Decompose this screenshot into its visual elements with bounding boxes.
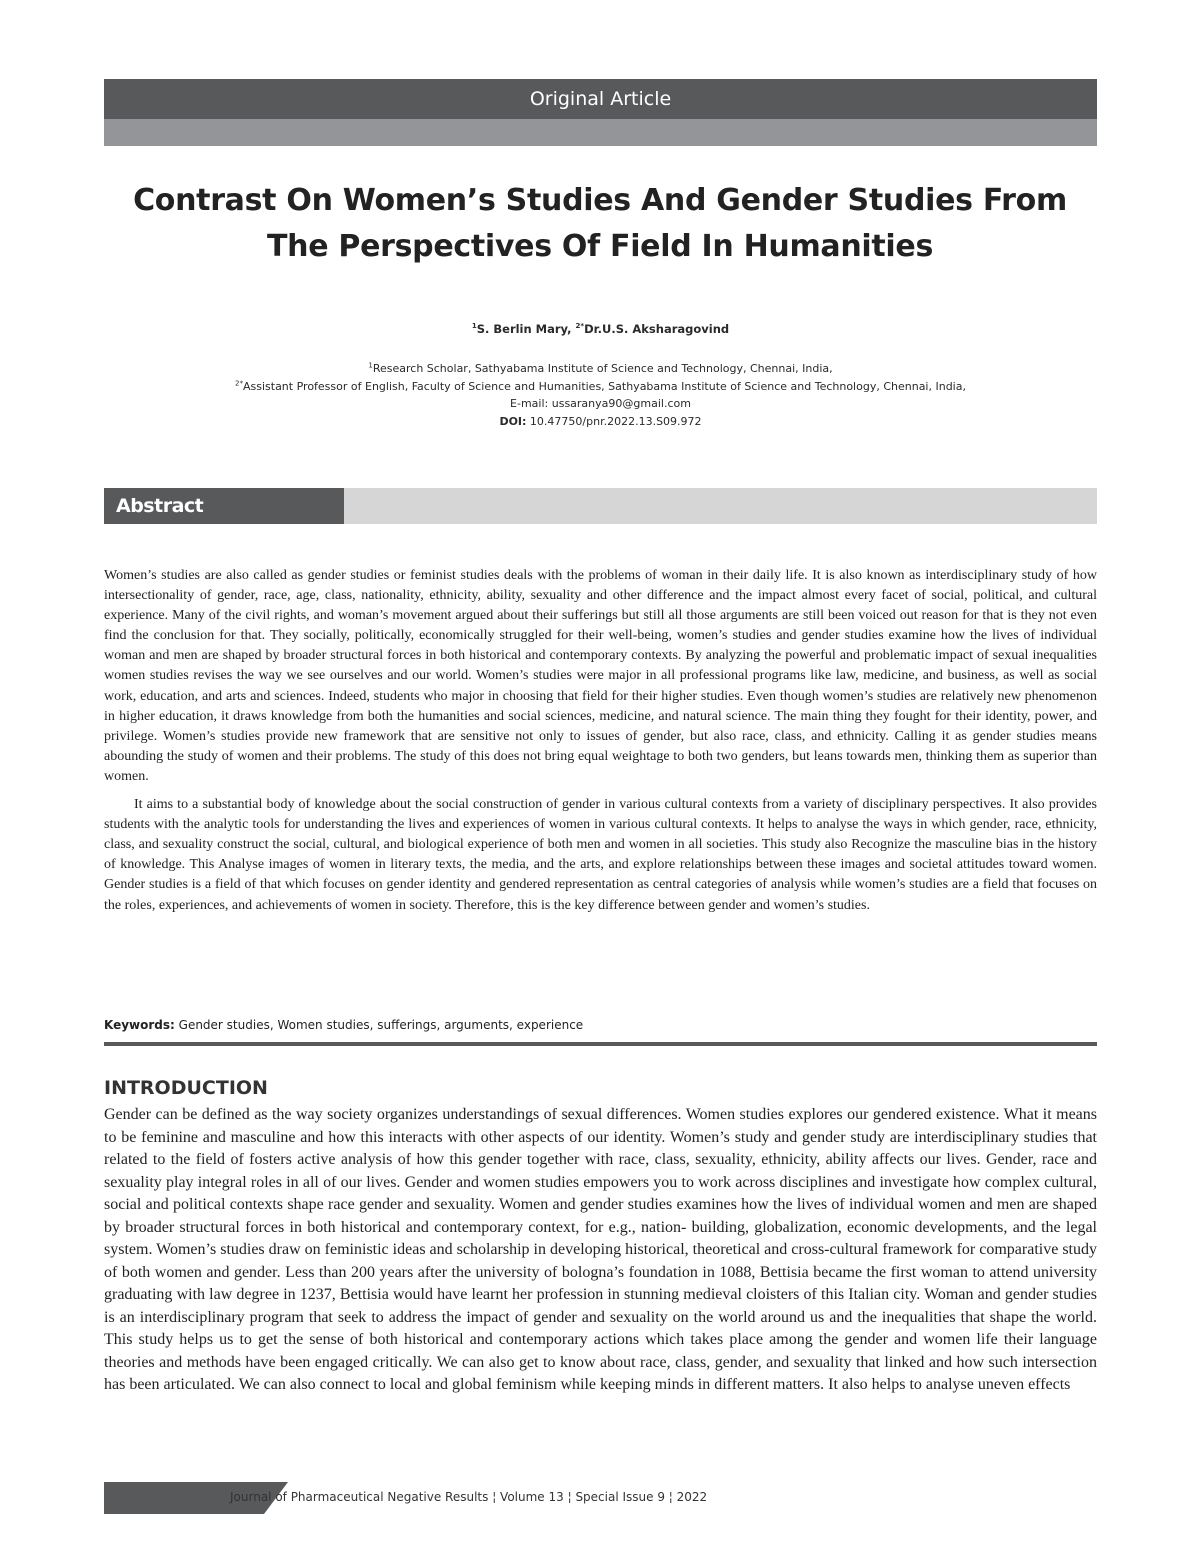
- abstract-heading: Abstract: [104, 488, 344, 524]
- paper-title: Contrast On Women’s Studies And Gender Studies From The Perspectives Of Field In Humanities: [133, 183, 1067, 264]
- affiliation-1: [104, 360, 1097, 378]
- article-type-banner: [104, 79, 1097, 119]
- abstract-body: [104, 566, 1097, 916]
- article-type-label: Original Article: [529, 88, 672, 110]
- doi-value: 10.47750/pnr.2022.13.S09.972: [526, 414, 702, 428]
- keywords-label: Keywords:: [104, 1018, 175, 1032]
- journal-citation: Journal of Pharmaceutical Negative Results ¦ Volume 13 ¦ Special Issue 9 ¦ 2022: [230, 1490, 708, 1504]
- keywords-line: [104, 1018, 1097, 1032]
- abstract-paragraph-1: Women’s studies are also called as gender studies or feminist studies deals with the problems of woman in their daily life. It is also known as interdisciplinary study of how intersectionality of gender, race, age, class, nationality, ethnicity, ability, sexuality and other difference and the impact almost every facet of social, political, and cultural experience. Many of the civil rights, and woman’s movement argued about their sufferings but still all those arguments are still been voiced out reason for that is they not even find the conclusion for that. They socially, politically, economically struggled for their well-being, women’s studies and gender studies examine how the lives of individual woman and men are shaped by broader structural forces in both historical and contemporary contexts. By analyzing the powerful and problematic impact of sexual inequalities women studies revises the way we see ourselves and our world. Women’s studies were major in all professional programs like law, medicine, and business, as well as social work, education, and arts and sciences. Indeed, students who major in choosing that field for their higher studies. Even though women’s studies are relatively new phenomenon in higher education, it draws knowledge from both the humanities and social sciences, medicine, and natural science. The main thing they fought for their identity, power, and privilege. Women’s studies provide new framework that are sensitive not only to issues of gender, but also race, class, and ethnicity. Calling it as gender studies means abounding the study of women and their problems. The study of this does not bring equal weightage to both two genders, but leans towards men, thinking them as superior than women.: [104, 568, 1097, 784]
- page-number: 8288: [1049, 1489, 1088, 1507]
- author2-name: Dr.U.S. Aksharagovind: [584, 322, 730, 336]
- doi-label: DOI:: [499, 414, 527, 428]
- introduction-heading: INTRODUCTION: [104, 1077, 268, 1099]
- abstract-heading-bar: [104, 488, 1097, 524]
- email-line: E-mail: ussaranya90@gmail.com: [510, 397, 691, 410]
- introduction-body: Gender can be defined as the way society organizes understandings of sexual differences. Women studies explores our gendered existence. What it means to be feminine and masculine and how this interacts with other aspects of our identity. Women’s study and gender study are interdisciplinary studies that related to the field of fosters active analysis of how this gender together with race, class, sexuality, ethnicity, ability affects our lives. Gender, race and sexuality play integral roles in all of our lives. Gender and women studies empowers you to work across disciplines and investigate how complex cultural, social and political contexts shape race gender and sexuality. Women and gender studies examines how the lives of individual women and men are shaped by broader structural forces in both historical and contemporary context, for e.g., nation- building, globalization, economic developments, and the legal system. Women’s studies draw on feministic ideas and scholarship in developing historical, theoretical and cross-cultural framework for comparative study of both women and gender. Less than 200 years after the university of bologna’s foundation in 1088, Bettisia became the first woman to attend university graduating with law degree in 1237, Bettisia would have learnt her profession in stunning medieval cloisters of this Italian city. Woman and gender studies is an interdisciplinary program that seek to address the impact of gender and sexuality on the world around us and the inequalities that shape the world. This study helps us to get the sense of both historical and contemporary actions which takes place among the gender and women life their language theories and methods have been engaged critically. We can also get to know about race, class, gender, and sexuality that linked and how such intersection has been articulated. We can also connect to local and global feminism while keeping minds in different matters. It also helps to analyse uneven effects: [104, 1106, 1097, 1393]
- affiliations: [104, 360, 1097, 430]
- doi-line: [104, 413, 1097, 431]
- abstract-paragraph-2: It aims to a substantial body of knowledge about the social construction of gender in various cultural contexts from a variety of disciplinary perspectives. It also provides students with the analytic tools for understanding the lives and experiences of women in various cultural contexts. It helps to analyse the ways in which gender, race, ethnicity, class, and sexuality construct the social, cultural, and biological experience of both men and women in all societies. This study also Recognize the masculine bias in the history of knowledge. This Analyse images of women in literary texts, the media, and the arts, and explore relationships between these images and societal attitudes toward women. Gender studies is a field of that which focuses on gender identity and gendered representation as central categories of analysis while women’s studies are a field that focuses on the roles, experiences, and achievements of women in society. Therefore, this is the key difference between gender and women’s studies.: [104, 797, 1097, 913]
- author1-name: S. Berlin Mary,: [476, 322, 576, 336]
- keywords-text: Gender studies, Women studies, sufferings, arguments, experience: [174, 1018, 584, 1032]
- banner-stripe: [104, 119, 1097, 146]
- author-line: [104, 322, 1097, 336]
- affiliation-2-mark: 2*: [235, 378, 243, 387]
- affiliation-1-mark: 1: [368, 361, 373, 370]
- affiliation-2-text: Assistant Professor of English, Faculty of Science and Humanities, Sathyabama Institute of Science and Technology, Chennai, India,: [242, 379, 966, 393]
- affiliation-2: [104, 378, 1097, 396]
- author1-affiliation-mark: 1: [471, 322, 477, 331]
- section-divider: [104, 1042, 1097, 1046]
- affiliation-1-text: Research Scholar, Sathyabama Institute of Science and Technology, Chennai, India,: [372, 362, 833, 375]
- author2-affiliation-mark: 2*: [575, 322, 585, 331]
